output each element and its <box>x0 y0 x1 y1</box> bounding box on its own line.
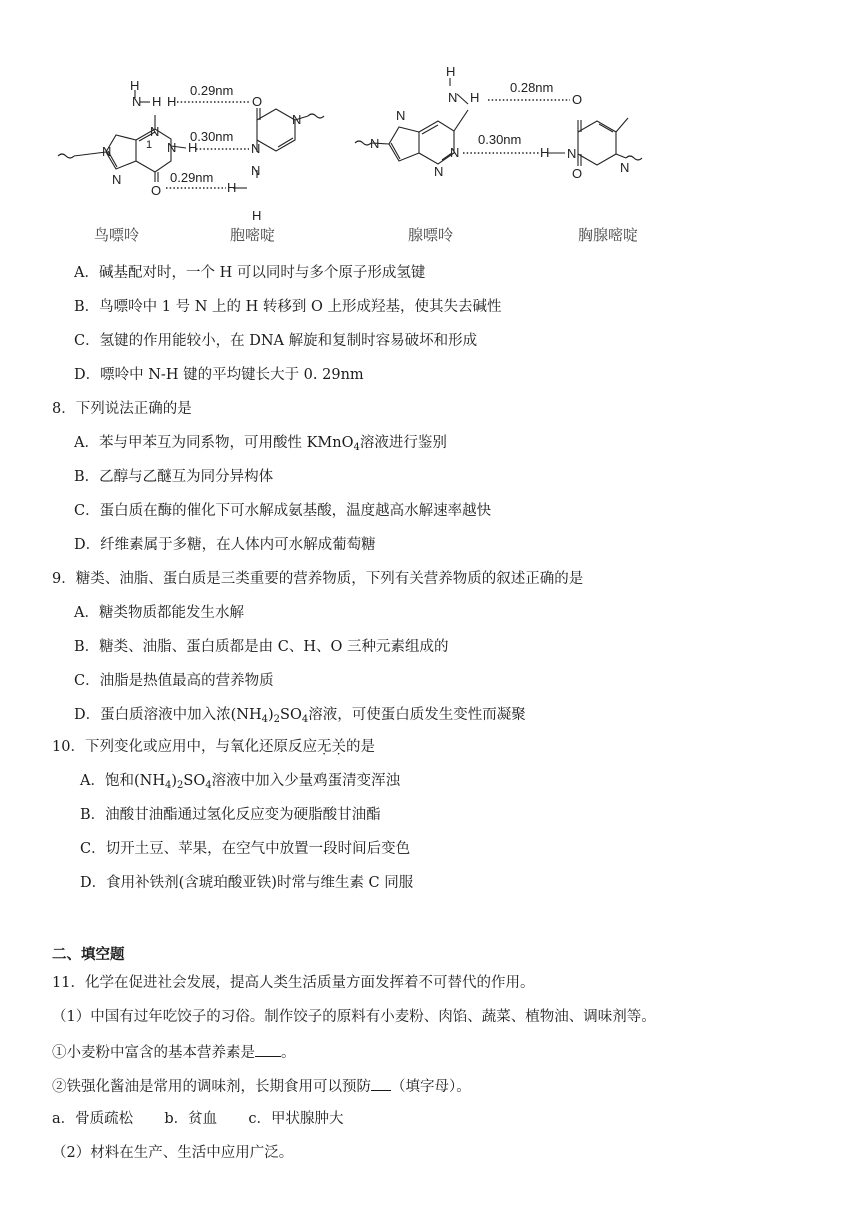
q9-d-sub3: 4 <box>301 714 309 725</box>
q10-a-sub3: 4 <box>205 780 212 791</box>
dist-label-at-mid: 0.30nm <box>478 132 522 147</box>
position-label-1: 1 <box>146 139 153 151</box>
svg-text:N: N <box>396 108 406 123</box>
svg-text:N: N <box>150 124 160 139</box>
q8-option-a-text: A．苯与甲苯互为同系物，可用酸性 KMnO <box>74 435 354 451</box>
dist-label-gc-bot: 0.29nm <box>170 170 214 185</box>
q9-stem: 9．糖类、油脂、蛋白质是三类重要的营养物质，下列有关营养物质的叙述正确的是 <box>52 571 584 587</box>
q11-option-c: c．甲状腺肿大 <box>248 1111 344 1127</box>
answer-blank-2[interactable] <box>371 1075 391 1091</box>
answer-blank-1[interactable] <box>255 1041 281 1057</box>
svg-text:H: H <box>167 94 177 109</box>
q10-option-c: C．切开土豆、苹果，在空气中放置一段时间后变色 <box>80 841 411 857</box>
svg-text:O: O <box>572 92 583 107</box>
svg-text:H: H <box>446 64 456 79</box>
q11-part2: （2）材料在生产、生活中应用广泛。 <box>52 1145 294 1161</box>
q7-option-c: C．氢键的作用能较小，在 DNA 解旋和复制时容易破坏和形成 <box>74 333 478 349</box>
q10-option-d: D．食用补铁剂(含琥珀酸亚铁)时常与维生素 C 同服 <box>80 875 414 891</box>
svg-text:N: N <box>448 90 458 105</box>
q11-part1-b-text: ②铁强化酱油是常用的调味剂，长期食用可以预防 <box>52 1079 371 1095</box>
q9-d-sub2: 2 <box>273 714 281 725</box>
label-thymine: 胸腺嘧啶 <box>578 227 639 244</box>
q9-option-a: A．糖类物质都能发生水解 <box>74 605 244 621</box>
svg-text:H: H <box>227 180 237 195</box>
svg-text:H: H <box>252 208 262 223</box>
svg-text:N: N <box>450 145 460 160</box>
q9-d-post: 溶液，可使蛋白质发生变性而凝聚 <box>308 707 526 723</box>
q8-option-a-post: 溶液进行鉴别 <box>359 435 447 451</box>
svg-text:N: N <box>567 146 577 161</box>
q9-option-c: C．油脂是热值最高的营养物质 <box>74 673 274 689</box>
dist-label-at-top: 0.28nm <box>510 80 554 95</box>
svg-text:N: N <box>251 163 261 178</box>
q11-part1-a-post: 。 <box>281 1045 296 1061</box>
q10-a-sub2: 2 <box>177 780 184 791</box>
svg-text:O: O <box>151 183 162 198</box>
svg-text:O: O <box>252 94 263 109</box>
q9-option-d <box>74 705 526 730</box>
label-adenine: 腺嘌呤 <box>408 227 454 244</box>
q8-option-a <box>74 433 447 458</box>
svg-text:N: N <box>251 141 261 156</box>
q10-a-post: 溶液中加入少量鸡蛋清变浑浊 <box>211 773 401 789</box>
q9-option-b: B．糖类、油脂、蛋白质都是由 C、H、O 三种元素组成的 <box>74 639 449 655</box>
svg-text:N: N <box>112 172 122 187</box>
svg-text:N: N <box>102 144 112 159</box>
q8-stem: 8．下列说法正确的是 <box>52 401 192 417</box>
base-pair-diagram <box>50 60 670 250</box>
q8-option-a-sub: 4 <box>353 442 360 453</box>
label-guanine: 鸟嘌呤 <box>94 227 140 244</box>
q11-part1-a-text: ①小麦粉中富含的基本营养素是 <box>52 1045 255 1061</box>
q10-stem <box>52 737 375 757</box>
q9-d-mid2: SO <box>280 707 302 723</box>
q8-option-b: B．乙醇与乙醚互为同分异构体 <box>74 469 274 485</box>
base-pair-figure <box>50 60 670 250</box>
svg-text:N: N <box>370 136 380 151</box>
q10-option-a <box>80 771 400 796</box>
q7-option-d: D．嘌呤中 N-H 键的平均键长大于 0. 29nm <box>74 367 364 383</box>
q9-d-pre: D．蛋白质溶液中加入浓(NH <box>74 707 262 723</box>
q8-option-d: D．纤维素属于多糖，在人体内可水解成葡萄糖 <box>74 537 376 553</box>
q9-d-sub1: 4 <box>261 714 268 725</box>
q9-d-mid: ) <box>268 707 274 723</box>
q7-option-a: A．碱基配对时，一个 H 可以同时与多个原子形成氢键 <box>74 265 426 281</box>
svg-text:N: N <box>292 112 302 127</box>
q11-part1-b <box>52 1075 471 1097</box>
dist-label-gc-mid: 0.30nm <box>190 129 234 144</box>
svg-text:H: H <box>130 78 140 93</box>
svg-text:N: N <box>434 164 444 179</box>
q10-a-mid2: SO <box>183 773 206 789</box>
q11-option-a: a．骨质疏松 <box>52 1111 134 1127</box>
q7-option-b: B．鸟嘌呤中 1 号 N 上的 H 转移到 O 上形成羟基，使其失去碱性 <box>74 299 502 315</box>
q10-stem-pre: 10．下列变化或应用中，与氧化还原反应 <box>52 739 317 755</box>
q10-a-pre: A．饱和(NH <box>80 773 165 789</box>
svg-text:N: N <box>132 94 142 109</box>
q11-stem: 11．化学在促进社会发展，提高人类生活质量方面发挥着不可替代的作用。 <box>52 975 535 991</box>
dist-label-gc-top: 0.29nm <box>190 83 234 98</box>
q11-part1: （1）中国有过年吃饺子的习俗。制作饺子的原料有小麦粉、肉馅、蔬菜、植物油、调味剂等。 <box>52 1009 656 1025</box>
svg-text:H: H <box>470 90 480 105</box>
q10-stem-emphasis-2: 关 <box>331 739 346 755</box>
q10-a-sub1: 4 <box>164 780 172 791</box>
q10-stem-emphasis-1: 无 <box>316 739 332 755</box>
svg-text:N: N <box>620 160 630 175</box>
q10-a-mid: ) <box>171 773 178 789</box>
q11-part1-b-post: （填字母）。 <box>391 1079 471 1095</box>
label-cytosine: 胞嘧啶 <box>230 227 276 244</box>
q10-option-b: B．油酸甘油酯通过氢化反应变为硬脂酸甘油酯 <box>80 807 381 823</box>
q11-options <box>52 1109 344 1129</box>
svg-text:H: H <box>188 140 198 155</box>
q11-part1-a <box>52 1041 296 1063</box>
section-title: 二、填空题 <box>52 946 125 963</box>
svg-text:H: H <box>540 145 550 160</box>
svg-text:H: H <box>152 94 162 109</box>
q11-option-b: b．贫血 <box>164 1111 218 1127</box>
q10-stem-post: 的是 <box>345 739 375 755</box>
svg-text:O: O <box>572 166 583 181</box>
svg-text:N: N <box>167 140 177 155</box>
q8-option-c: C．蛋白质在酶的催化下可水解成氨基酸，温度越高水解速率越快 <box>74 503 492 519</box>
